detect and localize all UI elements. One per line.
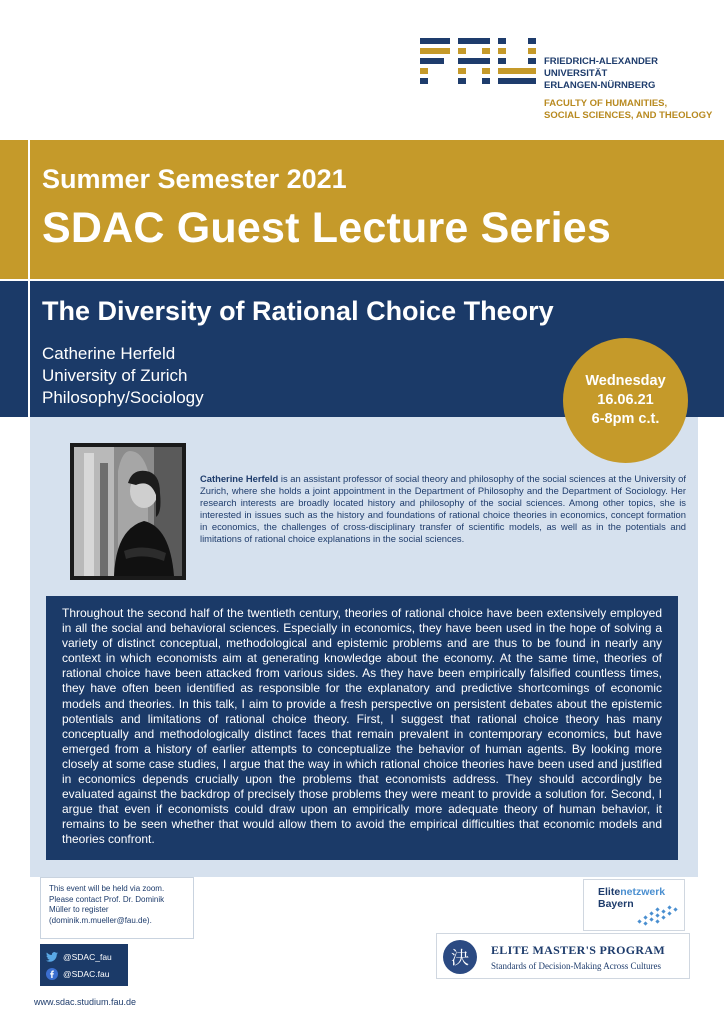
elitenetzwerk-wordmark: Elitenetzwerk bbox=[598, 886, 666, 898]
emp-title: ELITE MASTER'S PROGRAM bbox=[491, 943, 665, 957]
speaker-info bbox=[42, 343, 204, 409]
university-name-line: UNIVERSITÄT bbox=[544, 68, 608, 79]
speaker-field: Philosophy/Sociology bbox=[42, 388, 204, 407]
bio-text: is an assistant professor of social theory and philosophy of the social sciences at the University of Zurich, where she holds a joint appointment in the Department of Philosophy and the Department of Sociology. Her research interests are broadly located history and philosophy of the social sciences. Among other topics, she is interested in issues such as the history and foundations of rational choice theories in economics, concept formation in economics, the challenges of cross-disciplinary transfer of scientific models, as well as in the potentials and limitations of rational choice explanations in the social sciences. bbox=[200, 473, 686, 545]
website-link[interactable]: www.sdac.studium.fau.de bbox=[34, 997, 137, 1007]
faculty-name bbox=[544, 98, 712, 122]
faculty-line: SOCIAL SCIENCES, AND THEOLOGY bbox=[544, 110, 713, 121]
facebook-handle: @SDAC.fau bbox=[63, 968, 110, 979]
social-links bbox=[40, 944, 128, 986]
speaker-name: Catherine Herfeld bbox=[42, 344, 176, 363]
twitter-handle: @SDAC_fau bbox=[63, 951, 112, 962]
facebook-link[interactable] bbox=[46, 965, 122, 982]
date-time: 6-8pm c.t. bbox=[591, 411, 660, 427]
university-name-line: ERLANGEN-NÜRNBERG bbox=[544, 80, 656, 91]
twitter-icon bbox=[46, 951, 58, 963]
semester-heading: Summer Semester 2021 bbox=[42, 164, 347, 194]
elitenetzwerk-dots-icon bbox=[632, 904, 680, 928]
facebook-icon bbox=[46, 968, 58, 980]
twitter-link[interactable] bbox=[46, 948, 122, 965]
abstract-text: Throughout the second half of the twentieth century, theories of rational choice have been extensively employed in all the social and behavioral sciences. Especially in economics, they have been used in the hope of solving a variety of distinct conceptual, methodological and epistemic problems and are thus to be found in nearly any context in which economists aim at generating knowledge about the economy. At the same time, theories of rational choice have been attacked from various sides. As they have been empirically falsified countless times, they have often been identified as responsible for the explanatory and predictive shortcomings of economic models and theories. In this talk, I aim to provide a fresh perspective on persistent debates about the epistemic potentials and limitations of rational choice theory. First, I suggest that rational choice theory has many conceptually and methodologically distinct faces that remain prevalent in contemporary economics, but have emerged from a history of earlier attempts to conceptualize the behavior of human agents. By looking more closely at some case studies, I argue that the way in which rational choice theories have been used and justified in economics depends crucially upon the problems that economists address. They should accordingly be evaluated against the backdrop of precisely those problems they were meant to provide a solution for. Second, I argue that even if economists could draw upon an empirically more adequate theory of human behavior, it remains to be seen whether that would allow them to avoid the empirical difficulties that economic models and theories confront. bbox=[62, 606, 662, 847]
fau-logo bbox=[420, 38, 538, 86]
elite-masters-program-logo bbox=[436, 933, 690, 979]
university-name-line: FRIEDRICH-ALEXANDER bbox=[544, 56, 658, 67]
speaker-photo bbox=[70, 443, 186, 580]
series-title: SDAC Guest Lecture Series bbox=[42, 204, 611, 252]
registration-note: This event will be held via zoom. Please contact Prof. Dr. Dominik Müller to register (dominik.m.mueller@fau.de). bbox=[40, 877, 194, 939]
decision-emblem-icon: 決 bbox=[443, 940, 477, 974]
speaker-affiliation: University of Zurich bbox=[42, 366, 188, 385]
talk-title: The Diversity of Rational Choice Theory bbox=[42, 296, 554, 326]
bio-name: Catherine Herfeld bbox=[200, 473, 279, 484]
speaker-bio bbox=[200, 473, 686, 546]
faculty-line: FACULTY OF HUMANITIES, bbox=[544, 98, 668, 109]
university-name bbox=[544, 56, 658, 92]
date-day: Wednesday bbox=[585, 373, 666, 389]
elitenetzwerk-region: Bayern bbox=[598, 898, 634, 910]
elitenetzwerk-logo bbox=[583, 879, 685, 931]
emp-subtitle: Standards of Decision-Making Across Cultures bbox=[491, 961, 661, 971]
date-badge bbox=[563, 338, 688, 463]
abstract-box bbox=[46, 596, 678, 860]
date-value: 16.06.21 bbox=[597, 392, 654, 408]
